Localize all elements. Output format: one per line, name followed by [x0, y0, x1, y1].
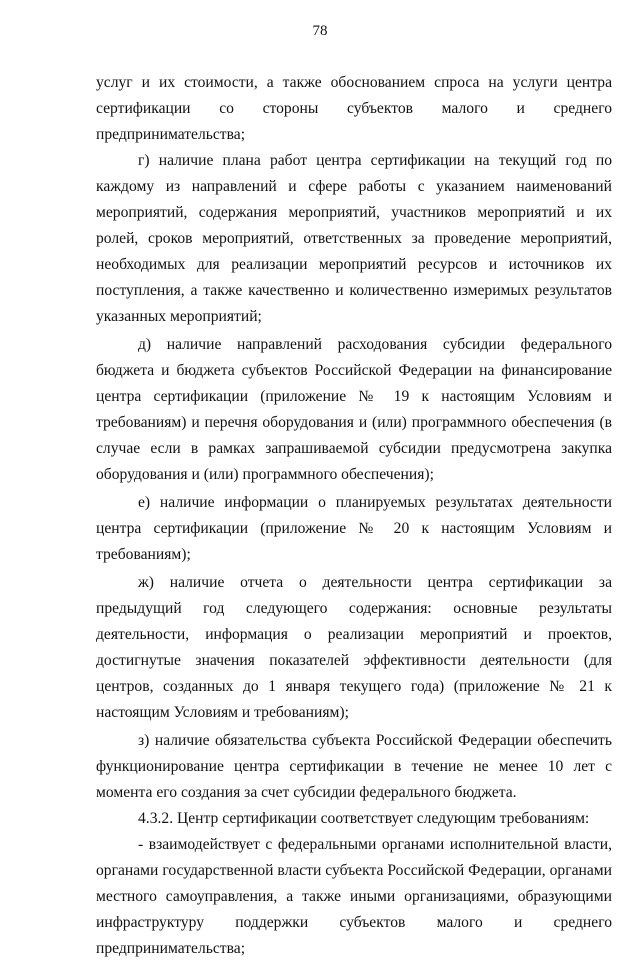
text-line: из направлений и сфере работы с указанием наименований мероприятий, [96, 178, 612, 221]
text-line: значения показателей эффективности деятельности (для центров, созданных [96, 652, 612, 695]
text-line: е) наличие информации о планируемых результатах деятельности центра [96, 494, 612, 537]
text-line: и бюджета субъектов Российской Федерации на финансирование центра [96, 362, 612, 405]
text-line: его создания за счет субсидии федерального бюджета. [156, 784, 517, 801]
text-line: деятельности, информация о реализации мероприятий и проектов, достигнутые [96, 626, 612, 669]
text-line: функционирование центра сертификации в течение не менее 10 лет с момента [96, 758, 612, 801]
paragraph-services-continuation [96, 70, 612, 148]
text-line: местного самоуправления, а также иными организациями, образующими [96, 888, 612, 905]
text-line: содержания мероприятий, участников мероприятий и их ролей, сроков [96, 204, 612, 247]
paragraph-section-4-3-2 [96, 806, 612, 832]
text-line: и (или) программного обеспечения); [191, 466, 434, 483]
text-line: и перечня оборудования и (или) программного обеспечения (в случае если [96, 414, 613, 457]
paragraph-interaction [96, 832, 612, 962]
text-line: сертификации (приложение № 20 к настоящим Условиям и требованиям); [96, 520, 612, 563]
text-line: качественно и количественно измеримых результатов указанных мероприятий; [96, 282, 612, 325]
paragraph-item-zh [96, 570, 612, 726]
text-line: услуг и их стоимости, а также обоснованием спроса на услуги центра [96, 74, 612, 91]
text-line: реализации мероприятий ресурсов и источников их поступления, а также [96, 256, 613, 299]
text-line: 4.3.2. Центр сертификации соответствует следующим требованиям: [138, 810, 590, 827]
text-line: за предыдущий год следующего содержания: основные результаты [96, 574, 612, 617]
paragraph-item-z [96, 728, 612, 806]
text-line: - взаимодействует с федеральными органами исполнительной власти, [138, 836, 612, 853]
paragraph-item-g [96, 148, 612, 330]
text-line: сертификации (приложение № 19 к настоящим Условиям и требованиям) [96, 388, 612, 431]
page-number: 78 [312, 23, 328, 39]
paragraph-item-e [96, 490, 612, 568]
text-line: и требованиям); [241, 704, 349, 721]
text-line: ж) наличие отчета о деятельности центра сертификации [138, 574, 599, 591]
paragraph-item-d [96, 332, 612, 488]
body-text [96, 70, 612, 962]
text-line: д) наличие направлений расходования субсидии федерального бюджета [96, 336, 612, 379]
text-line: инфраструктуру поддержки субъектов малого и среднего предпринимательства; [96, 914, 612, 957]
text-line: г) наличие плана работ центра сертификации на текущий год по каждому [96, 152, 612, 195]
text-line: з) наличие обязательства субъекта Российской Федерации обеспечить [138, 732, 612, 749]
text-line: до 1 января текущего года) (приложение № 21 к настоящим Условиям [96, 678, 613, 721]
text-line: в рамках запрашиваемой субсидии предусмотрена закупка оборудования [96, 440, 612, 483]
text-line: мероприятий, ответственных за проведение мероприятий, необходимых для [96, 230, 612, 273]
text-line: сертификации со стороны субъектов малого и среднего предпринимательства; [96, 100, 612, 143]
text-line: органами государственной власти субъекта Российской Федерации, органами [96, 862, 612, 879]
